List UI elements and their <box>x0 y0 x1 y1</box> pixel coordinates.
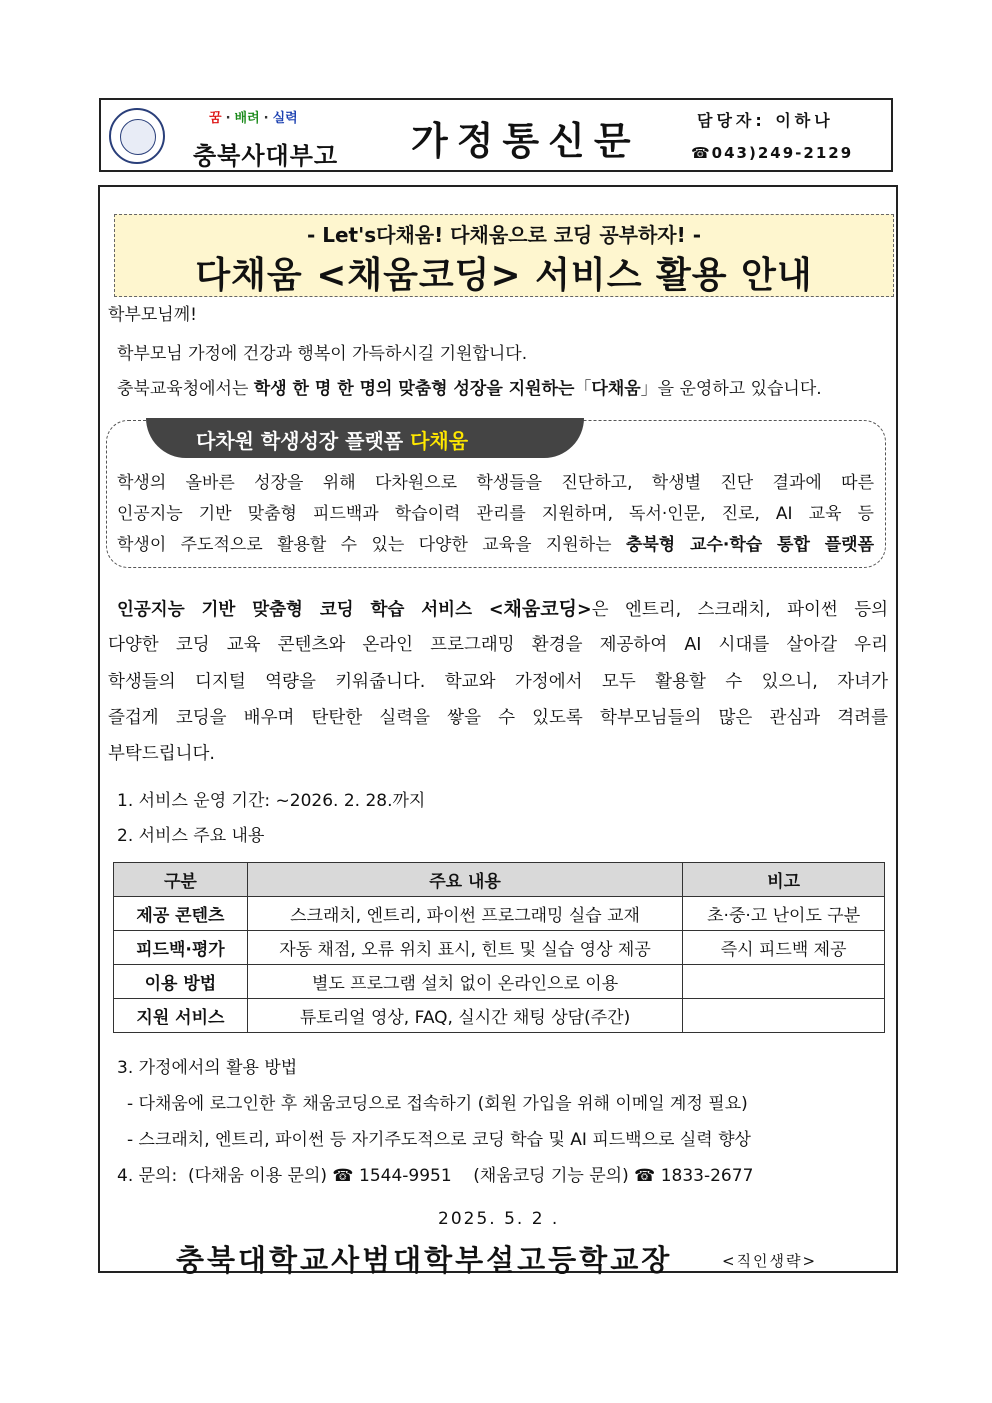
emblem-inner-ring <box>120 119 156 155</box>
school-motto <box>209 107 298 126</box>
contact-phone: ☎043)249-2129 <box>691 144 854 162</box>
motto-word-2: 배려 <box>234 111 260 126</box>
table-cell-content: 별도 프로그램 설치 없이 온라인으로 이용 <box>247 965 682 999</box>
table-cell-category: 이용 방법 <box>114 965 248 999</box>
banner-subtitle: - Let's다채움! 다채움으로 코딩 공부하자! - <box>306 223 702 247</box>
item-3-step-b: - 스크래치, 엔트리, 파이썬 등 자기주도적으로 코딩 학습 및 AI 피드백으로 실력 향상 <box>127 1130 751 1150</box>
table-header-category: 구분 <box>114 863 248 897</box>
letter-header <box>99 98 893 172</box>
service-line-1-c: > <box>576 600 592 620</box>
motto-word-1: 꿈 <box>209 111 222 126</box>
table-row <box>114 931 885 965</box>
intro-line-2-c: 「 <box>574 379 592 399</box>
intro-line-2 <box>117 374 822 399</box>
service-line-5: 부탁드립니다. <box>108 744 215 764</box>
service-line-2: 다양한 코딩 교육 콘텐츠와 온라인 프로그래밍 환경을 제공하여 AI 시대를 살아갈 우리 <box>108 635 888 655</box>
motto-separator-2: · <box>263 111 269 126</box>
service-table <box>113 862 885 1033</box>
table-cell-note: 초·중·고 난이도 구분 <box>683 897 885 931</box>
table-cell-note <box>683 999 885 1033</box>
seal-omitted-note: <직인생략> <box>722 1252 818 1270</box>
school-emblem-icon <box>109 108 165 164</box>
platform-line-3-a: 학생이 주도적으로 활용할 수 있는 다양한 교육을 지원하는 <box>117 535 626 555</box>
intro-line-2-d: 다채움 <box>591 379 641 399</box>
intro-line-2-a: 충북교육청에서는 <box>117 379 254 399</box>
greeting: 학부모님께! <box>108 305 197 325</box>
intro-line-1: 학부모님 가정에 건강과 행복이 가득하시길 기원합니다. <box>117 344 528 364</box>
service-line-1-b: 채움코딩 <box>503 598 577 620</box>
table-cell-content: 튜토리얼 영상, FAQ, 실시간 채팅 상담(주간) <box>247 999 682 1033</box>
item-3-home-use: 3. 가정에서의 활용 방법 <box>117 1058 298 1078</box>
table-header-note: 비고 <box>683 863 885 897</box>
table-header-content: 주요 내용 <box>247 863 682 897</box>
item-4-inquiry: 4. 문의: (다채움 이용 문의) ☎ 1544-9951 (채움코딩 기능 문의) ☎ 1833-2677 <box>117 1166 754 1186</box>
platform-line-1: 학생의 올바른 성장을 위해 다차원으로 학생들을 진단하고, 학생별 진단 결과에 따른 <box>117 473 874 493</box>
intro-line-2-b: 학생 한 명 한 명의 맞춤형 성장을 지원하는 <box>253 379 575 399</box>
table-row <box>114 999 885 1033</box>
banner-title: 다채움 <채움코딩> 서비스 활용 안내 <box>195 255 813 296</box>
motto-word-3: 실력 <box>272 111 298 126</box>
service-line-3: 학생들의 디지털 역량을 키워줍니다. 학교와 가정에서 모두 활용할 수 있으니, 자녀가 <box>108 672 888 692</box>
service-line-1 <box>117 594 888 621</box>
service-line-4: 즐겁게 코딩을 배우며 탄탄한 실력을 쌓을 수 있도록 학부모님들의 많은 관심과 격려를 <box>108 708 888 728</box>
item-1-period: 1. 서비스 운영 기간: ~2026. 2. 28.까지 <box>117 791 426 811</box>
table-cell-note: 즉시 피드백 제공 <box>683 931 885 965</box>
platform-label-b: 다채움 <box>410 429 469 453</box>
platform-label-a: 다차원 학생성장 플랫폼 <box>196 429 411 453</box>
table-cell-content: 스크래치, 엔트리, 파이썬 프로그래밍 실습 교재 <box>247 897 682 931</box>
item-3-step-a: - 다채움에 로그인한 후 채움코딩으로 접속하기 (회원 가입을 위해 이메일 계정 필요) <box>127 1094 748 1114</box>
table-cell-category: 제공 콘텐츠 <box>114 897 248 931</box>
motto-separator-1: · <box>225 111 231 126</box>
title-banner <box>114 214 894 297</box>
contact-person: 담당자: 이하나 <box>697 111 834 130</box>
table-cell-category: 피드백·평가 <box>114 931 248 965</box>
platform-line-3 <box>117 530 874 555</box>
document-title: 가정통신문 <box>411 119 640 163</box>
table-cell-content: 자동 채점, 오류 위치 표시, 힌트 및 실습 영상 제공 <box>247 931 682 965</box>
table-cell-note <box>683 965 885 999</box>
platform-label <box>196 425 468 454</box>
school-name: 충북사대부고 <box>193 141 339 170</box>
principal-signature: 충북대학교사범대학부설고등학교장 <box>176 1243 673 1277</box>
platform-line-3-b: 충북형 교수·학습 통합 플랫폼 <box>625 535 875 555</box>
table-cell-category: 지원 서비스 <box>114 999 248 1033</box>
table-row <box>114 897 885 931</box>
platform-line-2: 인공지능 기반 맞춤형 피드백과 학습이력 관리를 지원하며, 독서·인문, 진로, AI 교육 등 <box>117 504 874 524</box>
item-2-content: 2. 서비스 주요 내용 <box>117 826 265 846</box>
table-header-row <box>114 863 885 897</box>
issue-date: 2025. 5. 2 . <box>438 1209 560 1229</box>
service-line-1-d: 은 엔트리, 스크래치, 파이썬 등의 <box>591 600 889 620</box>
service-line-1-a: 인공지능 기반 맞춤형 코딩 학습 서비스 < <box>117 600 504 620</box>
intro-line-2-e: 」을 운영하고 있습니다. <box>640 379 822 399</box>
table-row <box>114 965 885 999</box>
